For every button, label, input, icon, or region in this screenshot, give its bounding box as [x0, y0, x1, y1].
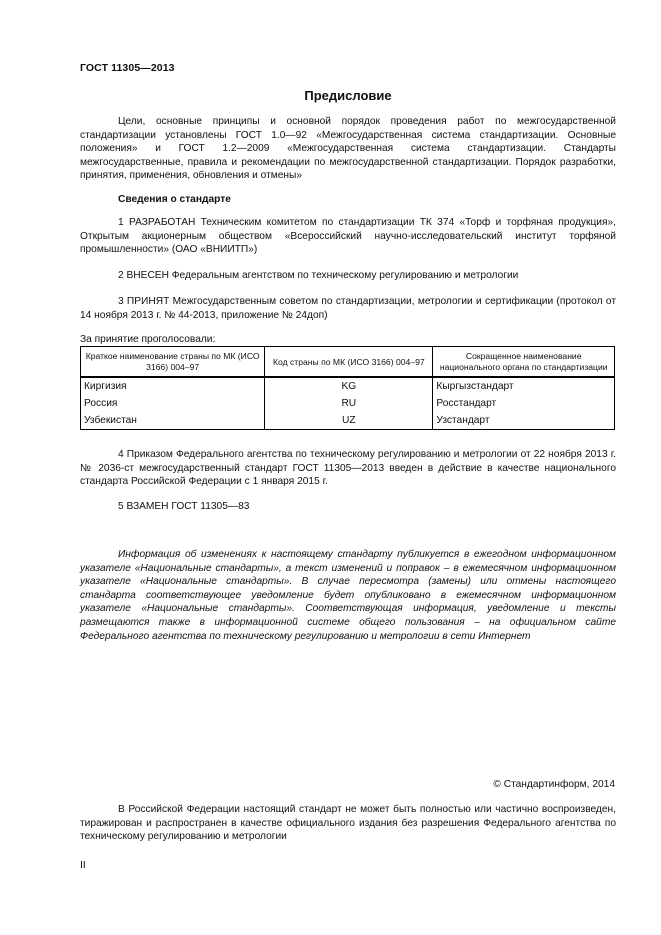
cell-body: Узстандарт [433, 412, 615, 430]
copyright: © Стандартинформ, 2014 [493, 779, 615, 790]
notice-paragraph: Информация об изменениях к настоящему стандарту публикуется в ежегодном информационном указателе «Национальные стандарты», а текст изменений и поправок – в ежемесячном информационном указателе «Национальные стандарты». В случае пересмотра (замены) или отмены настоящего стандарта соответствующее уведомление будет опубликовано в ежемесячном информационном указателе «Национальные стандарты». Соответствующая информация, уведомление и тексты размещаются также в информационной системе общего пользования – на официальном сайте Федерального агентства по техническому регулированию и метрологии в сети Интернет [80, 549, 616, 642]
info-heading: Сведения о стандарте [118, 194, 231, 205]
cell-country: Киргизия [81, 377, 265, 395]
column-header-body: Сокращенное наименование национального органа по стандартизации [433, 347, 615, 378]
cell-code: KG [265, 377, 433, 395]
column-header-country: Краткое наименование страны по МК (ИСО 3166) 004–97 [81, 347, 265, 378]
column-header-code: Код страны по МК (ИСО 3166) 004–97 [265, 347, 433, 378]
item-enacted: 4 Приказом Федерального агентства по техническому регулированию и метрологии от 22 ноября 2013 г. № 2036-ст межгосударственный стандарт ГОСТ 11305—2013 введен в действие в качестве национального стандарта Российской Федерации с 1 января 2015 г. [80, 449, 616, 488]
document-header: ГОСТ 11305—2013 [80, 62, 175, 74]
table-row [81, 395, 615, 412]
cell-country: Узбекистан [81, 412, 265, 430]
cell-code: RU [265, 395, 433, 412]
table-row [81, 377, 615, 395]
item-introduced: 2 ВНЕСЕН Федеральным агентством по техническому регулированию и метрологии [118, 270, 519, 281]
rights-paragraph: В Российской Федерации настоящий стандарт не может быть полностью или частично воспроизведен, тиражирован и распространен в качестве официального издания без разрешения Федерального агентства по техническому регулированию и метрологии [80, 804, 616, 843]
cell-country: Россия [81, 395, 265, 412]
page-title: Предисловие [304, 88, 392, 103]
cell-body: Кыргызстандарт [433, 377, 615, 395]
cell-code: UZ [265, 412, 433, 430]
agreement-table [80, 346, 615, 430]
page-number: II [80, 859, 86, 871]
agreement-label: За принятие проголосовали: [80, 334, 216, 345]
cell-body: Росстандарт [433, 395, 615, 412]
table-header-row [81, 347, 615, 378]
item-developed: 1 РАЗРАБОТАН Техническим комитетом по стандартизации ТК 374 «Торф и торфяная продукция», Открытым акционерным обществом «Всероссийский научно-исследовательский институт торфяной промышленности» (ОАО «ВНИИТП») [80, 217, 616, 256]
intro-paragraph: Цели, основные принципы и основной порядок проведения работ по межгосударственной стандартизации установлены ГОСТ 1.0—92 «Межгосударственная система стандартизации. Основные положения» и ГОСТ 1.2—2009 «Межгосударственная система стандартизации. Стандарты межгосударственные, правила и рекомендации по межгосударственной стандартизации. Порядок разработки, принятия, применения, обновления и отмены» [80, 116, 616, 182]
item-replaced: 5 ВЗАМЕН ГОСТ 11305—83 [118, 501, 250, 512]
item-adopted: 3 ПРИНЯТ Межгосударственным советом по стандартизации, метрологии и сертификации (протокол от 14 ноября 2013 г. № 44-2013, приложение № 24доп) [80, 296, 616, 321]
table-row [81, 412, 615, 430]
